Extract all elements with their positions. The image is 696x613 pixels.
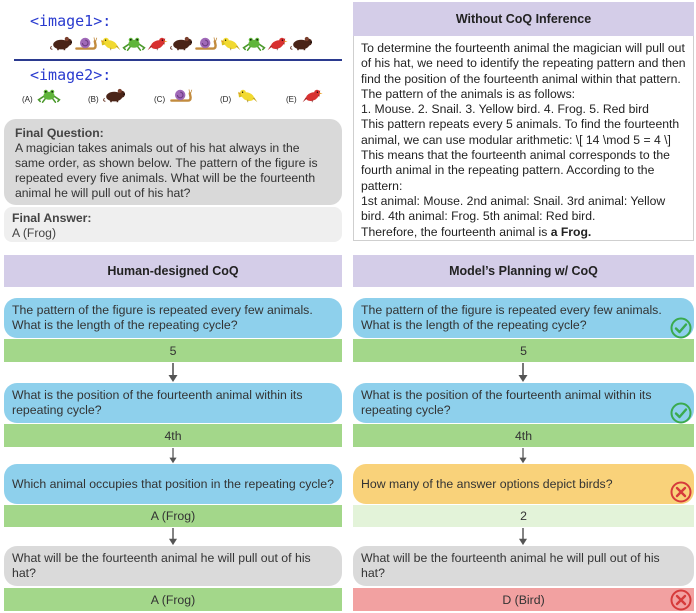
option-letter: (E) — [286, 94, 297, 104]
mouse-icon — [290, 34, 314, 52]
final-question-box — [4, 119, 342, 205]
frog-icon — [242, 34, 266, 52]
mouse-icon — [170, 34, 194, 52]
final-question-heading: Final Question: — [15, 126, 104, 140]
final-answer-box — [4, 207, 342, 242]
final-answer-heading: Final Answer: — [12, 211, 92, 225]
model-step3-question: How many of the answer options depict birds? — [353, 464, 694, 504]
model-step4-question: What will be the fourteenth animal he will pull out of his hat? — [353, 546, 694, 586]
without-coq-header: Without CoQ Inference — [353, 2, 694, 36]
image-divider — [14, 59, 342, 61]
human-coq-header: Human-designed CoQ — [4, 255, 342, 287]
model-step1-answer: 5 — [353, 339, 694, 362]
option-letter: (D) — [220, 94, 232, 104]
human-step3-answer: A (Frog) — [4, 505, 342, 527]
option-letter: (A) — [22, 94, 33, 104]
cross-icon — [670, 481, 692, 503]
yellow-bird-icon — [98, 34, 122, 52]
human-step1-answer: 5 — [4, 339, 342, 362]
flow-arrow-icon — [167, 528, 179, 546]
human-step4-question: What will be the fourteenth animal he will pull out of his hat? — [4, 546, 342, 586]
model-step1-question: The pattern of the figure is repeated every few animals. What is the length of the repeating cycle? — [353, 298, 694, 338]
human-step2-question: What is the position of the fourteenth animal within its repeating cycle? — [4, 383, 342, 423]
option-letter: (B) — [88, 94, 99, 104]
flow-arrow-icon — [517, 528, 529, 546]
model-step2-question: What is the position of the fourteenth animal within its repeating cycle? — [353, 383, 694, 423]
check-icon — [670, 317, 692, 339]
yellow-bird-icon — [235, 86, 259, 104]
reasoning-paragraph: The pattern of the animals is as follows: — [361, 86, 576, 101]
human-step4-answer: A (Frog) — [4, 588, 342, 611]
reasoning-paragraph: 1. Mouse. 2. Snail. 3. Yellow bird. 4. Frog. 5. Red bird — [361, 102, 649, 117]
snail-icon — [194, 34, 218, 52]
yellow-bird-icon — [218, 34, 242, 52]
red-bird-icon — [301, 86, 325, 104]
cross-icon — [670, 589, 692, 611]
red-bird-icon — [146, 34, 170, 52]
conclusion-answer: a Frog. — [550, 224, 592, 239]
flow-arrow-icon — [517, 363, 529, 383]
animal-sequence — [50, 33, 314, 53]
image1-label: <image1>: — [30, 12, 112, 30]
human-step3-question: Which animal occupies that position in the repeating cycle? — [4, 464, 342, 504]
final-answer-text: A (Frog) — [12, 226, 57, 240]
image2-label: <image2>: — [30, 66, 112, 84]
model-step4-answer: D (Bird) — [353, 588, 694, 611]
human-step2-answer: 4th — [4, 424, 342, 447]
frog-icon — [122, 34, 146, 52]
option-a — [22, 86, 61, 104]
option-d — [220, 86, 259, 104]
mouse-icon — [50, 34, 74, 52]
option-e — [286, 86, 325, 104]
reasoning-conclusion — [361, 225, 686, 240]
answer-options — [22, 86, 342, 108]
mouse-icon — [103, 86, 127, 104]
reasoning-paragraph: To determine the fourteenth animal the magician will pull out of his hat, we need to identify the repeating pattern and then find the position of the fourteenth animal within that pattern. — [361, 41, 689, 86]
reasoning-paragraph: This means that the fourteenth animal corresponds to the fourth animal in the repeating pattern. According to the pattern: — [361, 148, 674, 193]
option-letter: (C) — [154, 94, 166, 104]
model-step2-answer: 4th — [353, 424, 694, 447]
conclusion-prefix: Therefore, the fourteenth animal is — [361, 224, 551, 239]
snail-icon — [74, 34, 98, 52]
red-bird-icon — [266, 34, 290, 52]
frog-icon — [37, 86, 61, 104]
final-question-text: A magician takes animals out of his hat always in the same order, as shown below. The pattern of the figure is repeated every five animals. What will be the fourteenth animal he will pull out of his hat? — [15, 141, 318, 200]
human-step1-question: The pattern of the figure is repeated every few animals. What is the length of the repeating cycle? — [4, 298, 342, 338]
flow-arrow-icon — [167, 363, 179, 383]
check-icon — [670, 402, 692, 424]
snail-icon — [169, 86, 193, 104]
model-coq-header: Model’s Planning w/ CoQ — [353, 255, 694, 287]
model-step3-answer: 2 — [353, 505, 694, 527]
flow-arrow-icon — [517, 448, 529, 464]
reasoning-paragraph: 1st animal: Mouse. 2nd animal: Snail. 3rd animal: Yellow bird. 4th animal: Frog. 5th animal: Red bird. — [361, 193, 669, 224]
option-c — [154, 86, 193, 104]
option-b — [88, 86, 127, 104]
flow-arrow-icon — [167, 448, 179, 464]
reasoning-paragraph: This pattern repeats every 5 animals. To find the fourteenth animal, we can use modular arithmetic: \[ 14 \mod 5 = 4 \] — [361, 117, 683, 147]
without-coq-reasoning — [353, 36, 694, 241]
